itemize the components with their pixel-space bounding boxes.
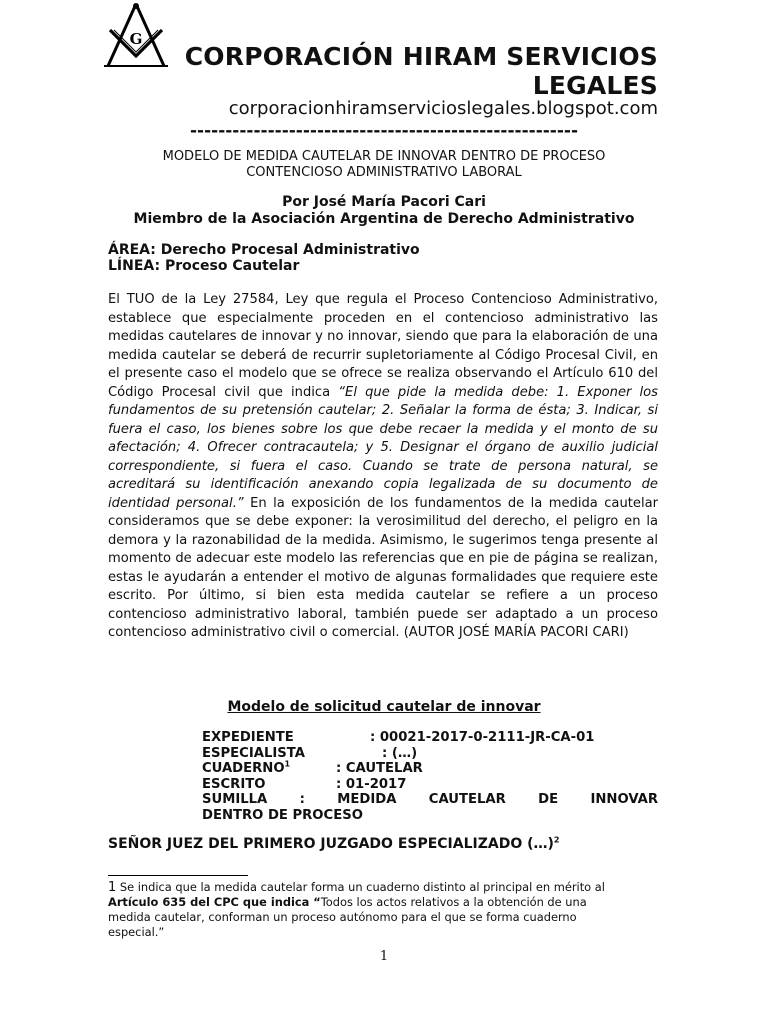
sumilla-word: DE xyxy=(538,792,559,808)
footnote-1 xyxy=(108,880,630,940)
document-title-line2: CONTENCIOSO ADMINISTRATIVO LABORAL xyxy=(246,165,522,180)
caption-row-sumilla xyxy=(202,792,658,808)
footnote-ref-1[interactable]: 1 xyxy=(284,759,291,769)
author-block xyxy=(108,194,660,228)
footnote-separator xyxy=(108,875,248,876)
model-heading: Modelo de solicitud cautelar de innovar xyxy=(227,699,541,715)
organization-title xyxy=(176,42,658,100)
cuaderno-label-wrap xyxy=(202,761,336,777)
organization-title-line2: LEGALES xyxy=(532,71,658,100)
addressee-line xyxy=(108,836,660,853)
sumilla-line2: DENTRO DE PROCESO xyxy=(202,807,363,823)
cuaderno-label: CUADERNO xyxy=(202,761,285,777)
intro-text: El TUO de la Ley 27584, Ley que regula el Proceso Contencioso Administrativo, establece que especialmente proceden en el contencioso administrativo las medidas cautelares de innovar y no innovar, siendo que para la elaboración de una medida cautelar se deberá de recurrir supletoriamente al Código Procesal Civil, en el presente caso el modelo que se ofrece se realiza observando el Artículo 610 del Código Procesal civil que indica xyxy=(108,292,658,400)
footnote-quote: Todos los actos relativos a la obtención de una medida cautelar, conforman un proceso autónomo para el que se forma cuaderno especial.” xyxy=(108,895,587,939)
header-divider: ------------------------------------------------------- xyxy=(189,121,579,141)
escrito-value: : 01-2017 xyxy=(336,776,407,792)
especialista-value: : (…) xyxy=(382,745,418,761)
expediente-value: : 00021-2017-0-2111-JR-CA-01 xyxy=(370,730,595,745)
especialista-label: ESPECIALISTA xyxy=(202,745,305,761)
blog-url: corporacionhiramservicioslegales.blogspot.com xyxy=(228,98,658,119)
author-name: Por José María Pacori Cari xyxy=(282,194,486,210)
sumilla-label: SUMILLA xyxy=(202,792,268,808)
footnote-number: 1 xyxy=(108,880,117,895)
article-quote: “El que pide la medida debe: 1. Exponer los fundamentos de su pretensión cautelar; 2. Señalar la forma de ésta; 3. Indicar, si fuera el caso, los bienes sobre los que debe recaer la medida y el monto de su afectación; 4. Ofrecer contracautela; y 5. Designar el órgano de auxilio judicial correspondiente, si fuera el caso. Cuando se trate de persona natural, se acreditará su identificación anexando copia legalizada de su documento de identidad personal.” xyxy=(108,384,658,511)
masonic-logo xyxy=(100,0,172,72)
intro-paragraph xyxy=(108,291,658,643)
square-and-compass-icon xyxy=(100,0,172,72)
organization-title-line1: CORPORACIÓN HIRAM SERVICIOS xyxy=(184,42,658,71)
footnote-ref-2[interactable]: 2 xyxy=(553,835,560,845)
caption-row-escrito xyxy=(202,777,658,793)
sumilla-colon: : xyxy=(299,792,305,808)
caption-row-cuaderno xyxy=(202,761,658,777)
document-title-line1: MODELO DE MEDIDA CAUTELAR DE INNOVAR DENTRO DE PROCESO xyxy=(162,149,606,164)
footnote-bold-text: Artículo 635 del CPC que indica “ xyxy=(108,895,321,909)
linea-label: LÍNEA: Proceso Cautelar xyxy=(108,258,300,274)
document-title xyxy=(108,149,660,181)
logo-letter: G xyxy=(129,30,143,48)
intro-text-continued: En la exposición de los fundamentos de la medida cautelar consideramos que se debe exponer: la verosimilitud del derecho, el peligro en la demora y la razonabilidad de la medida. Asimismo, le sugerimos tenga presente al momento de adecuar este modelo las referencias que en pie de página se realizan, estas le ayudarán a entender el motivo de algunas formalidades que requiere este escrito. Por último, si bien esta medida cautelar se refiere a un proceso contencioso administrativo laboral, también puede ser adaptado a un proceso contencioso administrativo civil o comercial. (AUTOR JOSÉ MARÍA PACORI CARI) xyxy=(108,495,658,640)
cuaderno-value: : CAUTELAR xyxy=(336,761,423,777)
escrito-label: ESCRITO xyxy=(202,776,266,792)
page-number: 1 xyxy=(379,949,389,964)
sumilla-word: MEDIDA xyxy=(337,792,397,808)
author-affiliation: Miembro de la Asociación Argentina de Derecho Administrativo xyxy=(133,211,635,227)
area-label: ÁREA: Derecho Procesal Administrativo xyxy=(108,242,420,258)
expediente-label: EXPEDIENTE xyxy=(202,730,294,745)
case-caption xyxy=(202,730,658,824)
classification-block xyxy=(108,242,660,274)
sumilla-word: INNOVAR xyxy=(590,792,658,808)
caption-row-expediente xyxy=(202,730,658,746)
addressee-text: SEÑOR JUEZ DEL PRIMERO JUZGADO ESPECIALIZADO (…) xyxy=(108,836,554,852)
caption-row-especialista xyxy=(202,746,658,762)
sumilla-word: CAUTELAR xyxy=(428,792,506,808)
footnote-text: Se indica que la medida cautelar forma un cuaderno distinto al principal en mérito al xyxy=(116,880,605,894)
